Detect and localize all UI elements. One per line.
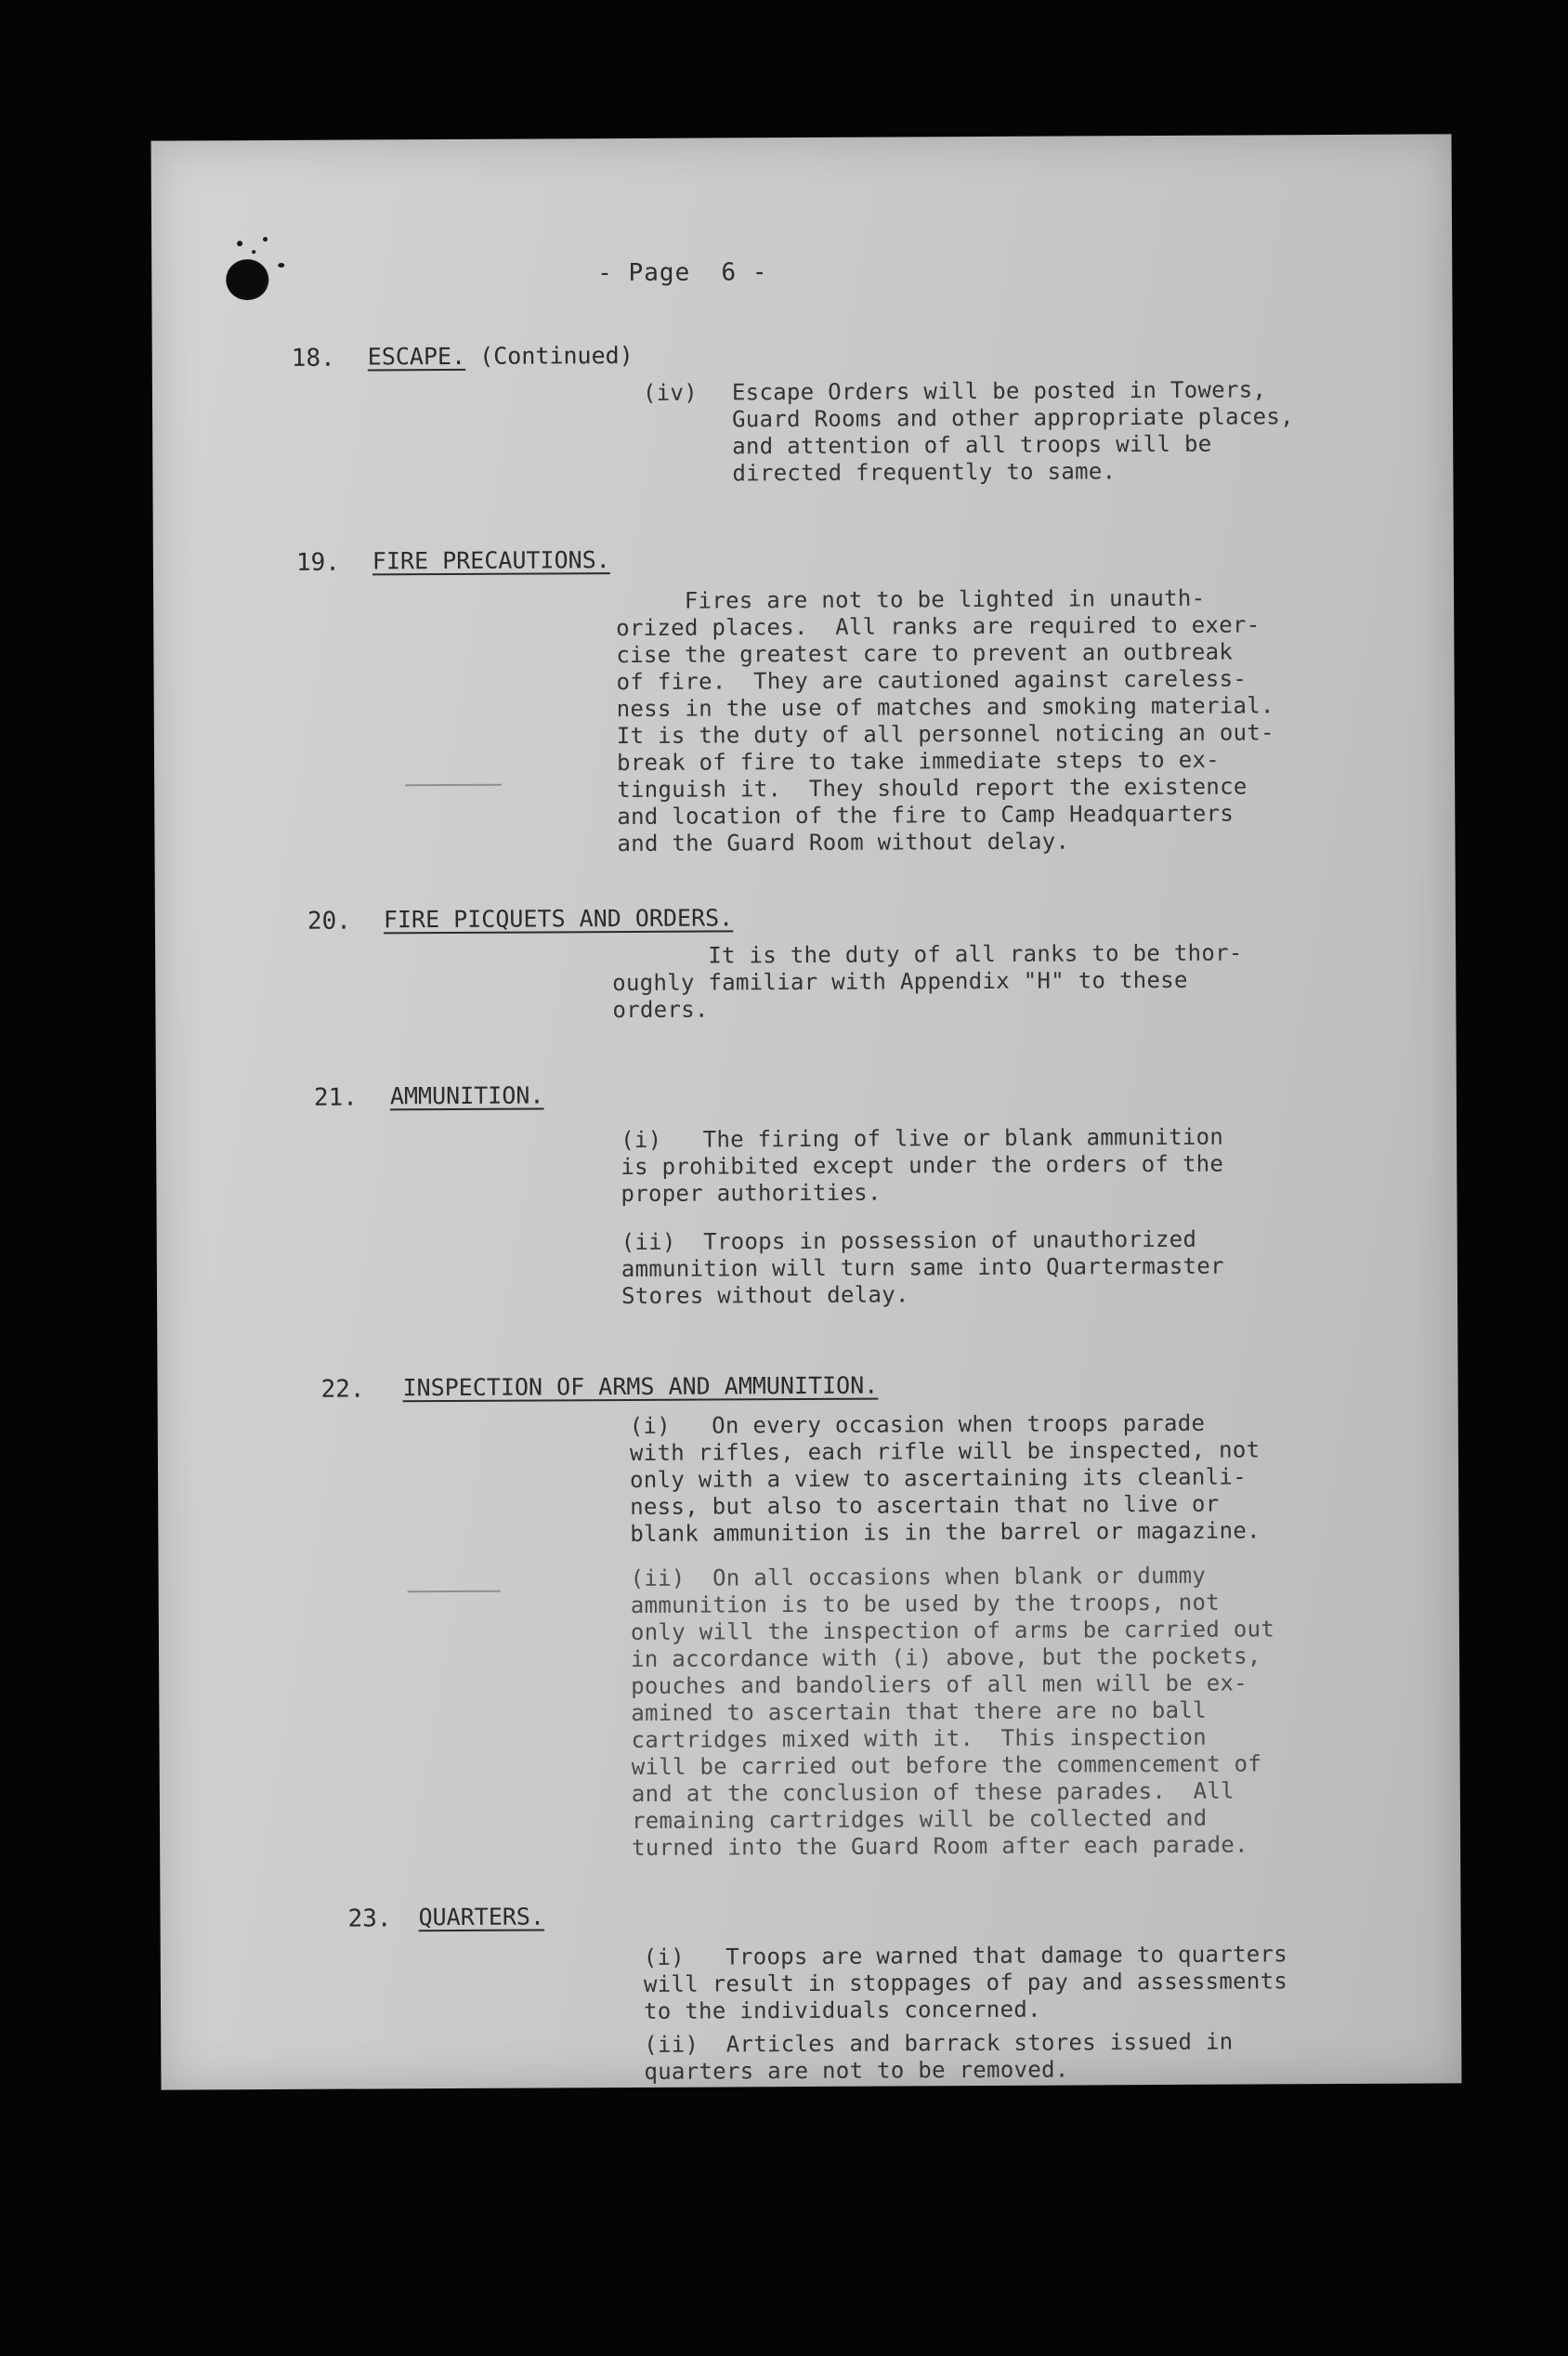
section-number: 23. — [347, 1904, 392, 1933]
section-title: AMMUNITION. — [389, 1081, 544, 1110]
subparagraph-ii: (ii) On all occasions when blank or dummy ammunition is to be used by the troops, not only will the inspection of arms be carried out in accordance with (i) above, but the pockets, pouches and bandoliers of all men will be ex- amined to ascertain that there are no ball cartridges mixed with it. This inspection will be carried out before the commencement of and at the conclusion of these parades. All remaining cartridges will be collected and turned into the Guard Room after each parade. — [630, 1562, 1275, 1861]
page-number-header: - Page 6 - — [597, 258, 768, 288]
subparagraph-i: (i) Troops are warned that damage to quarters will result in stoppages of pay and assessments to the individuals concerned. — [643, 1941, 1288, 2024]
section-title-suffix: (Continued) — [465, 341, 634, 370]
section-title: INSPECTION OF ARMS AND AMMUNITION. — [402, 1371, 879, 1402]
ink-speck — [252, 250, 255, 254]
subparagraph-ii: (ii) Articles and barrack stores issued in quarters are not to be removed. — [644, 2028, 1234, 2085]
subparagraph-ii: (ii) Troops in possession of unauthorized ammunition will turn same into Quartermaster Stores without delay. — [621, 1225, 1224, 1310]
section-title — [368, 342, 634, 370]
margin-rule — [405, 784, 502, 787]
margin-rule — [408, 1590, 501, 1593]
section-number: 21. — [313, 1083, 358, 1112]
section-body: Fires are not to be lighted in unauth- orized places. All ranks are required to exer- cise the greatest care to prevent an outbreak of fire. They are cautioned against careless- ness in the use of matches and smoking material. It is the duty of all personnel noticing an out- break of fire to take immediate steps to ex- tinguish it. They should report the existence and location of the fire to Camp Headquarters and the Guard Room without delay. — [616, 584, 1274, 857]
ink-speck — [278, 263, 284, 268]
section-body: It is the duty of all ranks to be thor- oughly familiar with Appendix "H" to these orders. — [612, 939, 1243, 1024]
section-number: 19. — [295, 548, 340, 577]
section-number: 22. — [320, 1375, 365, 1404]
section-title: FIRE PRECAUTIONS. — [372, 546, 610, 575]
section-title-text: ESCAPE. — [367, 342, 466, 371]
subparagraph-i: (i) On every occasion when troops parade with rifles, each rifle will be inspected, not only with a view to ascertaining its cleanli- ness, but also to ascertain that no live or blank ammunition is in the barrel or magazine. — [629, 1409, 1261, 1547]
section-number: 18. — [291, 344, 335, 373]
ink-speck — [263, 237, 268, 242]
subparagraph-label: (iv) — [642, 379, 699, 406]
ink-blot-mark — [226, 259, 268, 300]
ink-speck — [237, 241, 242, 246]
subparagraph-iv — [643, 376, 1294, 488]
subparagraph-i: (i) The firing of live or blank ammunition is prohibited except under the orders of the proper authorities. — [621, 1123, 1224, 1208]
section-title: QUARTERS. — [418, 1903, 545, 1931]
document-page — [151, 134, 1462, 2089]
section-number: 20. — [307, 907, 351, 936]
section-title: FIRE PICQUETS AND ORDERS. — [383, 904, 734, 934]
subparagraph-text: Escape Orders will be posted in Towers, Guard Rooms and other appropriate places, and attention of all troops will be directed frequently to same. — [731, 376, 1294, 487]
